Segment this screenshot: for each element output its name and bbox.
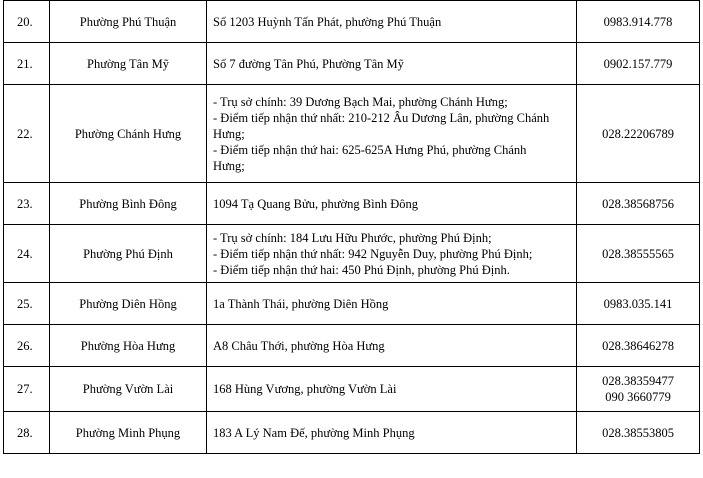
ward-name: Phường Minh Phụng xyxy=(50,412,207,454)
ward-address xyxy=(207,412,577,454)
row-number: 22. xyxy=(4,85,50,183)
row-number: 26. xyxy=(4,325,50,367)
ward-phone xyxy=(577,367,700,412)
address-line: - Trụ sở chính: 39 Dương Bạch Mai, phường Chánh Hưng; xyxy=(213,94,508,109)
row-number: 20. xyxy=(4,1,50,43)
ward-name: Phường Phú Thuận xyxy=(50,1,207,43)
address-line: A8 Châu Thới, phường Hòa Hưng xyxy=(213,338,385,353)
ward-address xyxy=(207,183,577,225)
phone-number: 028.38553805 xyxy=(602,425,674,440)
ward-phone xyxy=(577,183,700,225)
ward-phone xyxy=(577,43,700,85)
address-line: 1094 Tạ Quang Bửu, phường Bình Đông xyxy=(213,196,418,211)
table-row xyxy=(4,283,700,325)
address-line: Hưng; xyxy=(213,126,245,141)
ward-address xyxy=(207,367,577,412)
table-row xyxy=(4,43,700,85)
ward-address xyxy=(207,283,577,325)
address-line: - Điểm tiếp nhận thứ nhất: 210-212 Âu Dương Lân, phường Chánh xyxy=(213,110,550,125)
ward-office-table xyxy=(3,0,700,454)
phone-number: 0983.914.778 xyxy=(603,14,673,29)
ward-address xyxy=(207,43,577,85)
phone-number: 028.38646278 xyxy=(602,338,674,353)
ward-name: Phường Tân Mỹ xyxy=(50,43,207,85)
ward-phone xyxy=(577,85,700,183)
table-row xyxy=(4,85,700,183)
ward-address xyxy=(207,225,577,283)
ward-phone xyxy=(577,283,700,325)
ward-name: Phường Chánh Hưng xyxy=(50,85,207,183)
ward-address xyxy=(207,1,577,43)
ward-phone xyxy=(577,225,700,283)
table-row xyxy=(4,325,700,367)
ward-phone xyxy=(577,412,700,454)
address-line: 183 A Lý Nam Đế, phường Minh Phụng xyxy=(213,425,415,440)
ward-name: Phường Bình Đông xyxy=(50,183,207,225)
ward-name: Phường Phú Định xyxy=(50,225,207,283)
table-row xyxy=(4,183,700,225)
table-row xyxy=(4,1,700,43)
phone-number: 028.22206789 xyxy=(602,126,674,141)
table-row xyxy=(4,225,700,283)
phone-number: 028.38568756 xyxy=(602,196,674,211)
ward-name: Phường Diên Hồng xyxy=(50,283,207,325)
ward-address xyxy=(207,325,577,367)
row-number: 27. xyxy=(4,367,50,412)
address-line: - Điểm tiếp nhận thứ hai: 625-625A Hưng Phú, phường Chánh xyxy=(213,142,527,157)
row-number: 23. xyxy=(4,183,50,225)
address-line: 1a Thành Thái, phường Diên Hồng xyxy=(213,296,389,311)
ward-phone xyxy=(577,325,700,367)
address-line: - Trụ sở chính: 184 Lưu Hữu Phước, phường Phú Định; xyxy=(213,230,492,245)
address-line: - Điểm tiếp nhận thứ hai: 450 Phú Định, phường Phú Định. xyxy=(213,262,510,277)
row-number: 21. xyxy=(4,43,50,85)
phone-number: 028.38359477 xyxy=(602,374,674,388)
row-number: 28. xyxy=(4,412,50,454)
phone-number: 0902.157.779 xyxy=(603,56,673,71)
address-line: Hưng; xyxy=(213,158,245,173)
ward-name: Phường Hòa Hưng xyxy=(50,325,207,367)
ward-phone xyxy=(577,1,700,43)
address-line: Số 7 đường Tân Phú, Phường Tân Mỹ xyxy=(213,56,404,71)
table-row xyxy=(4,412,700,454)
phone-number: 028.38555565 xyxy=(602,246,674,261)
table-row xyxy=(4,367,700,412)
address-line: Số 1203 Huỳnh Tấn Phát, phường Phú Thuận xyxy=(213,14,442,29)
ward-name: Phường Vườn Lài xyxy=(50,367,207,412)
phone-number: 0983.035.141 xyxy=(603,296,673,311)
row-number: 25. xyxy=(4,283,50,325)
address-line: - Điểm tiếp nhận thứ nhất: 942 Nguyễn Duy, phường Phú Định; xyxy=(213,246,533,261)
address-line: 168 Hùng Vương, phường Vườn Lài xyxy=(213,382,397,396)
phone-number: 090 3660779 xyxy=(605,390,671,404)
ward-address xyxy=(207,85,577,183)
row-number: 24. xyxy=(4,225,50,283)
